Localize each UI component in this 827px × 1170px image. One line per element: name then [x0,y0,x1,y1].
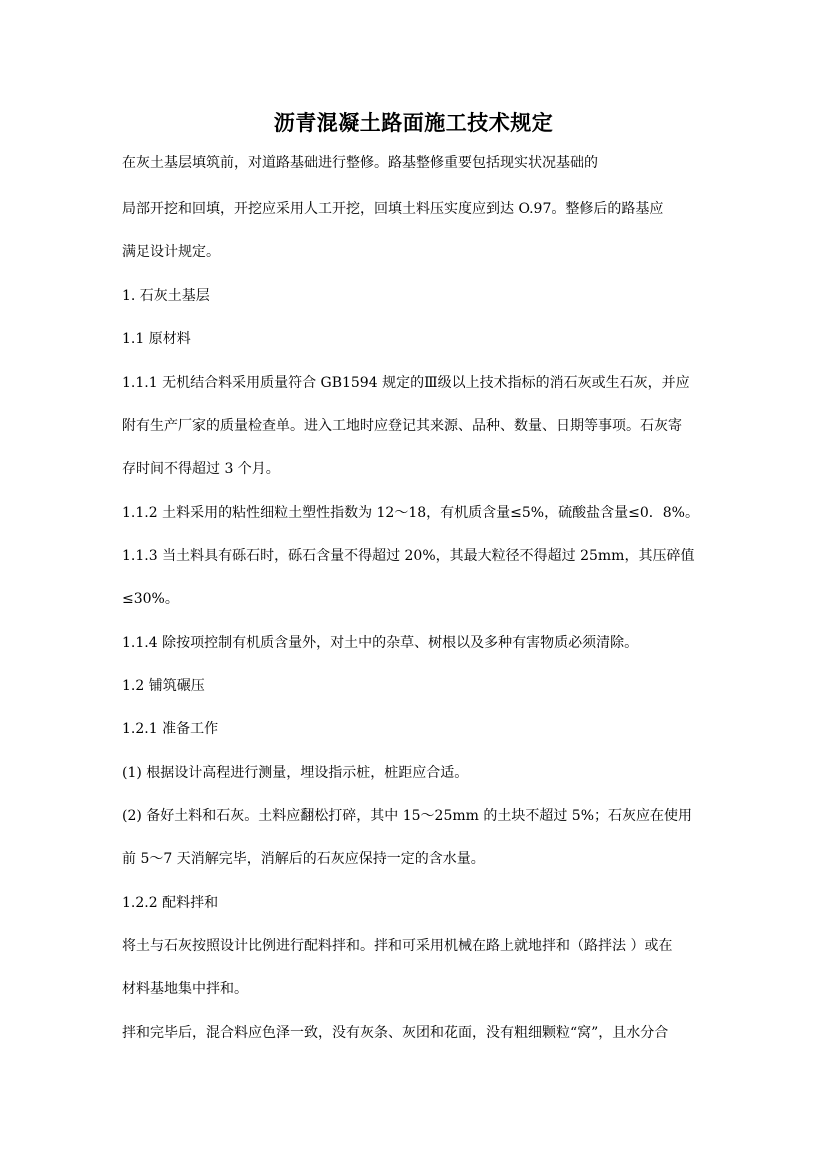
paragraph-line: 1.1.1 无机结合料采用质量符合 GB1594 规定的Ⅲ级以上技术指标的消石灰或生石灰，并应 [122,375,690,391]
paragraph-line: 1.1.4 除按项控制有机质含量外，对土中的杂草、树根以及多种有害物质必须清除。 [122,635,639,651]
paragraph-line: 将土与石灰按照设计比例进行配料拌和。拌和可采用机械在路上就地拌和（路拌法 ）或在 [122,938,673,954]
paragraph-line: 附有生产厂家的质量检查单。进入工地时应登记其来源、品种、数量、日期等事项。石灰寄 [122,418,682,434]
paragraph-line: 在灰土基层填筑前，对道路基础进行整修。路基整修重要包括现实状况基础的 [122,155,598,171]
paragraph-line: ≤30%。 [122,591,179,607]
section-heading: 1.2.2 配料拌和 [122,895,219,911]
paragraph-line: 材料基地集中拌和。 [122,981,248,997]
section-heading: 1.2 铺筑碾压 [122,678,205,694]
paragraph-line: 拌和完毕后，混合料应色泽一致，没有灰条、灰团和花面，没有粗细颗粒“窝”，且水分合 [122,1025,669,1041]
section-heading: 1. 石灰土基层 [122,288,210,304]
paragraph-line: (1) 根据设计高程进行测量，埋设指示桩，桩距应合适。 [122,765,469,781]
paragraph-line: 1.1.2 土料采用的粘性细粒土塑性指数为 12～18，有机质含量≤5%，硫酸盐含量≤0．8%。 [122,505,699,521]
paragraph-line: 存时间不得超过 3 个月。 [122,461,280,477]
paragraph-line: 满足设计规定。 [122,244,220,260]
paragraph-line: 1.1.3 当土料具有砾石时，砾石含量不得超过 20%，其最大粒径不得超过 25mm，其压碎值 [122,548,695,564]
paragraph-line: 局部开挖和回填，开挖应采用人工开挖，回填土料压实度应到达 O.97。整修后的路基应 [122,201,664,217]
paragraph-line: (2) 备好土料和石灰。土料应翻松打碎，其中 15～25mm 的土块不超过 5%；石灰应在使用 [122,808,693,824]
section-heading: 1.1 原材料 [122,331,191,347]
document-title: 沥青混凝土路面施工技术规定 [273,110,554,135]
section-heading: 1.2.1 准备工作 [122,721,219,737]
paragraph-line: 前 5～7 天消解完毕，消解后的石灰应保持一定的含水量。 [122,851,485,867]
